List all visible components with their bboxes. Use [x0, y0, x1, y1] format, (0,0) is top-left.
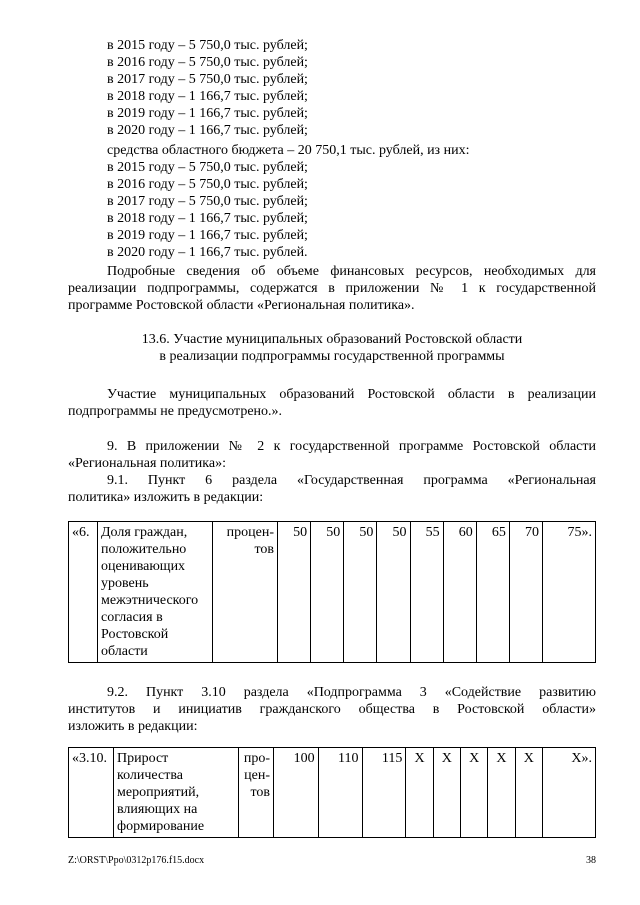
list-item: в 2016 году – 5 750,0 тыс. рублей;: [107, 55, 308, 70]
paragraph-line: 9. В приложении № 2 к государственной программе Ростовской области: [107, 439, 596, 454]
cell-line: про-: [243, 751, 270, 766]
indicator-table-1: [68, 521, 596, 663]
indicator-name-cell: [114, 748, 239, 838]
value-cell: Х: [515, 748, 542, 838]
value-cell: Х: [433, 748, 460, 838]
paragraph-line: 9.1. Пункт 6 раздела «Государственная программа «Региональная: [107, 473, 596, 488]
cell-line: Прирост: [117, 751, 169, 766]
heading-line: 13.6. Участие муниципальных образований Ростовской области: [141, 332, 523, 347]
list-item: в 2019 году – 1 166,7 тыс. рублей;: [107, 228, 308, 243]
cell-line: тов: [250, 785, 270, 800]
value-cell: 50: [278, 522, 311, 663]
list-item: в 2020 году – 1 166,7 тыс. рублей.: [107, 245, 308, 260]
list-item: в 2015 году – 5 750,0 тыс. рублей;: [107, 38, 308, 53]
paragraph-line: Подробные сведения об объеме финансовых ресурсов, необходимых для: [107, 264, 596, 279]
cell-line: межэтнического: [101, 593, 199, 608]
cell-line: Ростовской: [101, 627, 169, 642]
value-cell: 50: [377, 522, 410, 663]
paragraph-line: политика» изложить в редакции:: [68, 490, 264, 505]
value-cell: 110: [318, 748, 362, 838]
value-cell: Х: [488, 748, 515, 838]
unit-cell: [213, 522, 278, 663]
row-number-cell: «6.: [69, 522, 98, 663]
paragraph-line: институтов и инициатив гражданского общества в Ростовской области»: [68, 702, 596, 717]
value-cell: 60: [443, 522, 476, 663]
cell-line: мероприятий,: [117, 785, 200, 800]
value-cell: Х».: [543, 748, 596, 838]
list-item: в 2018 году – 1 166,7 тыс. рублей;: [107, 211, 308, 226]
cell-line: согласия в: [101, 610, 163, 625]
table-row: [69, 522, 596, 663]
list-item: в 2019 году – 1 166,7 тыс. рублей;: [107, 106, 308, 121]
regional-budget-line: средства областного бюджета – 20 750,1 тыс. рублей, из них:: [107, 143, 470, 158]
cell-line: положительно: [101, 542, 187, 557]
list-item: в 2017 году – 5 750,0 тыс. рублей;: [107, 72, 308, 87]
paragraph-line: реализации подпрограммы, содержатся в приложении № 1 к государственной: [68, 281, 596, 296]
value-cell: 115: [362, 748, 406, 838]
paragraph-line: «Региональная политика»:: [68, 456, 226, 471]
paragraph-line: 9.2. Пункт 3.10 раздела «Подпрограмма 3 «Содействие развитию: [107, 685, 596, 700]
unit-cell: [239, 748, 274, 838]
indicator-table-2: [68, 747, 596, 838]
table-row: [69, 748, 596, 838]
cell-line: формирование: [117, 819, 205, 834]
cell-line: Доля граждан,: [101, 525, 188, 540]
cell-line: оценивающих: [101, 559, 186, 574]
row-number-cell: «3.10.: [69, 748, 114, 838]
page-number: 38: [586, 855, 596, 866]
list-item: в 2016 году – 5 750,0 тыс. рублей;: [107, 177, 308, 192]
cell-line: процен-: [226, 525, 274, 540]
heading-line: в реализации подпрограммы государственной программы: [159, 349, 505, 364]
value-cell: 75».: [543, 522, 596, 663]
value-cell: 55: [410, 522, 443, 663]
list-item: в 2017 году – 5 750,0 тыс. рублей;: [107, 194, 308, 209]
cell-line: цен-: [244, 768, 270, 783]
paragraph-line: Участие муниципальных образований Ростовской области в реализации: [107, 387, 596, 402]
footer-file-path: Z:\ORST\Ppo\0312p176.f15.docx: [68, 855, 205, 866]
value-cell: 100: [274, 748, 319, 838]
value-cell: 65: [476, 522, 509, 663]
value-cell: Х: [406, 748, 433, 838]
indicator-name-cell: [98, 522, 213, 663]
cell-line: количества: [117, 768, 183, 783]
paragraph-line: программе Ростовской области «Региональная политика».: [68, 298, 415, 313]
list-item: в 2015 году – 5 750,0 тыс. рублей;: [107, 160, 308, 175]
list-item: в 2020 году – 1 166,7 тыс. рублей;: [107, 123, 308, 138]
paragraph-line: подпрограммы не предусмотрено.».: [68, 404, 283, 419]
value-cell: 50: [344, 522, 377, 663]
cell-line: тов: [254, 542, 274, 557]
value-cell: 70: [509, 522, 542, 663]
value-cell: Х: [460, 748, 487, 838]
cell-line: уровень: [101, 576, 149, 591]
list-item: в 2018 году – 1 166,7 тыс. рублей;: [107, 89, 308, 104]
cell-line: области: [101, 644, 148, 659]
cell-line: влияющих на: [117, 802, 198, 817]
paragraph-line: изложить в редакции:: [68, 719, 198, 734]
value-cell: 50: [311, 522, 344, 663]
